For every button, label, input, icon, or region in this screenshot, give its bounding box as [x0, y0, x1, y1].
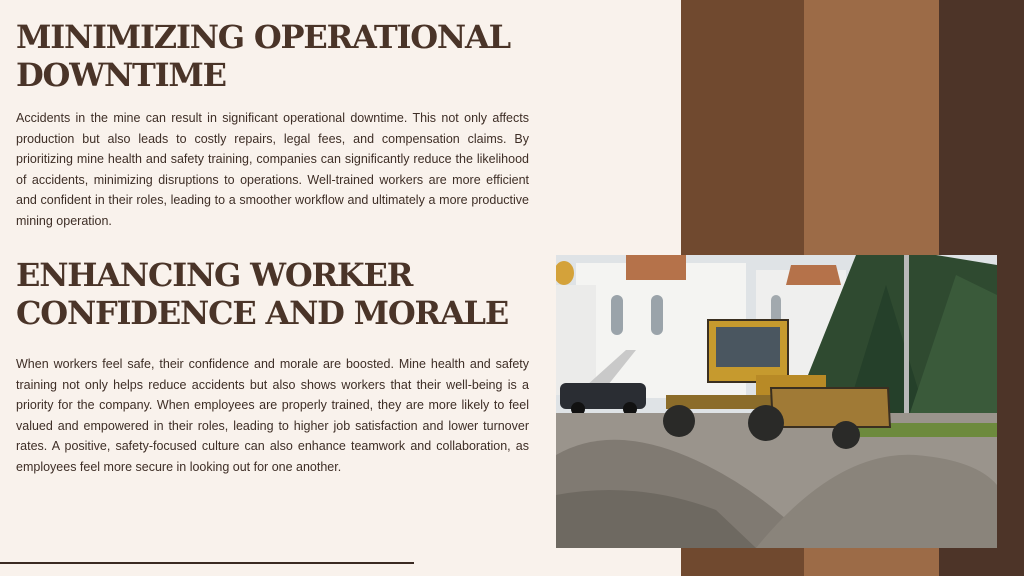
section-heading-downtime: MINIMIZING OPERATIONAL DOWNTIME [16, 18, 510, 94]
bottom-divider-line [0, 562, 414, 564]
grader-construction-photo [556, 255, 997, 548]
section-body-morale: When workers feel safe, their confidence and morale are boosted. Mine health and safety training not only helps reduce accidents but also shows workers that their well-being is a priority for the company. When employees are properly trained, they are more likely to feel valued and empowered in their roles, leading to higher job satisfaction and lower turnover rates. A positive, safety-focused culture can also enhance teamwork and collaboration, as employees feel more secure in looking out for one another. [16, 357, 529, 474]
section-body-downtime: Accidents in the mine can result in significant operational downtime. This not only affects production but also leads to costly repairs, legal fees, and compensation claims. By prioritizing mine health and safety training, companies can significantly reduce the likelihood of accidents, minimizing disruptions to operations. Well-trained workers are more efficient and confident in their roles, leading to a smoother workflow and ultimately a more productive mining operation. [16, 111, 529, 228]
section-heading-morale: ENHANCING WORKER CONFIDENCE AND MORALE [16, 256, 509, 332]
